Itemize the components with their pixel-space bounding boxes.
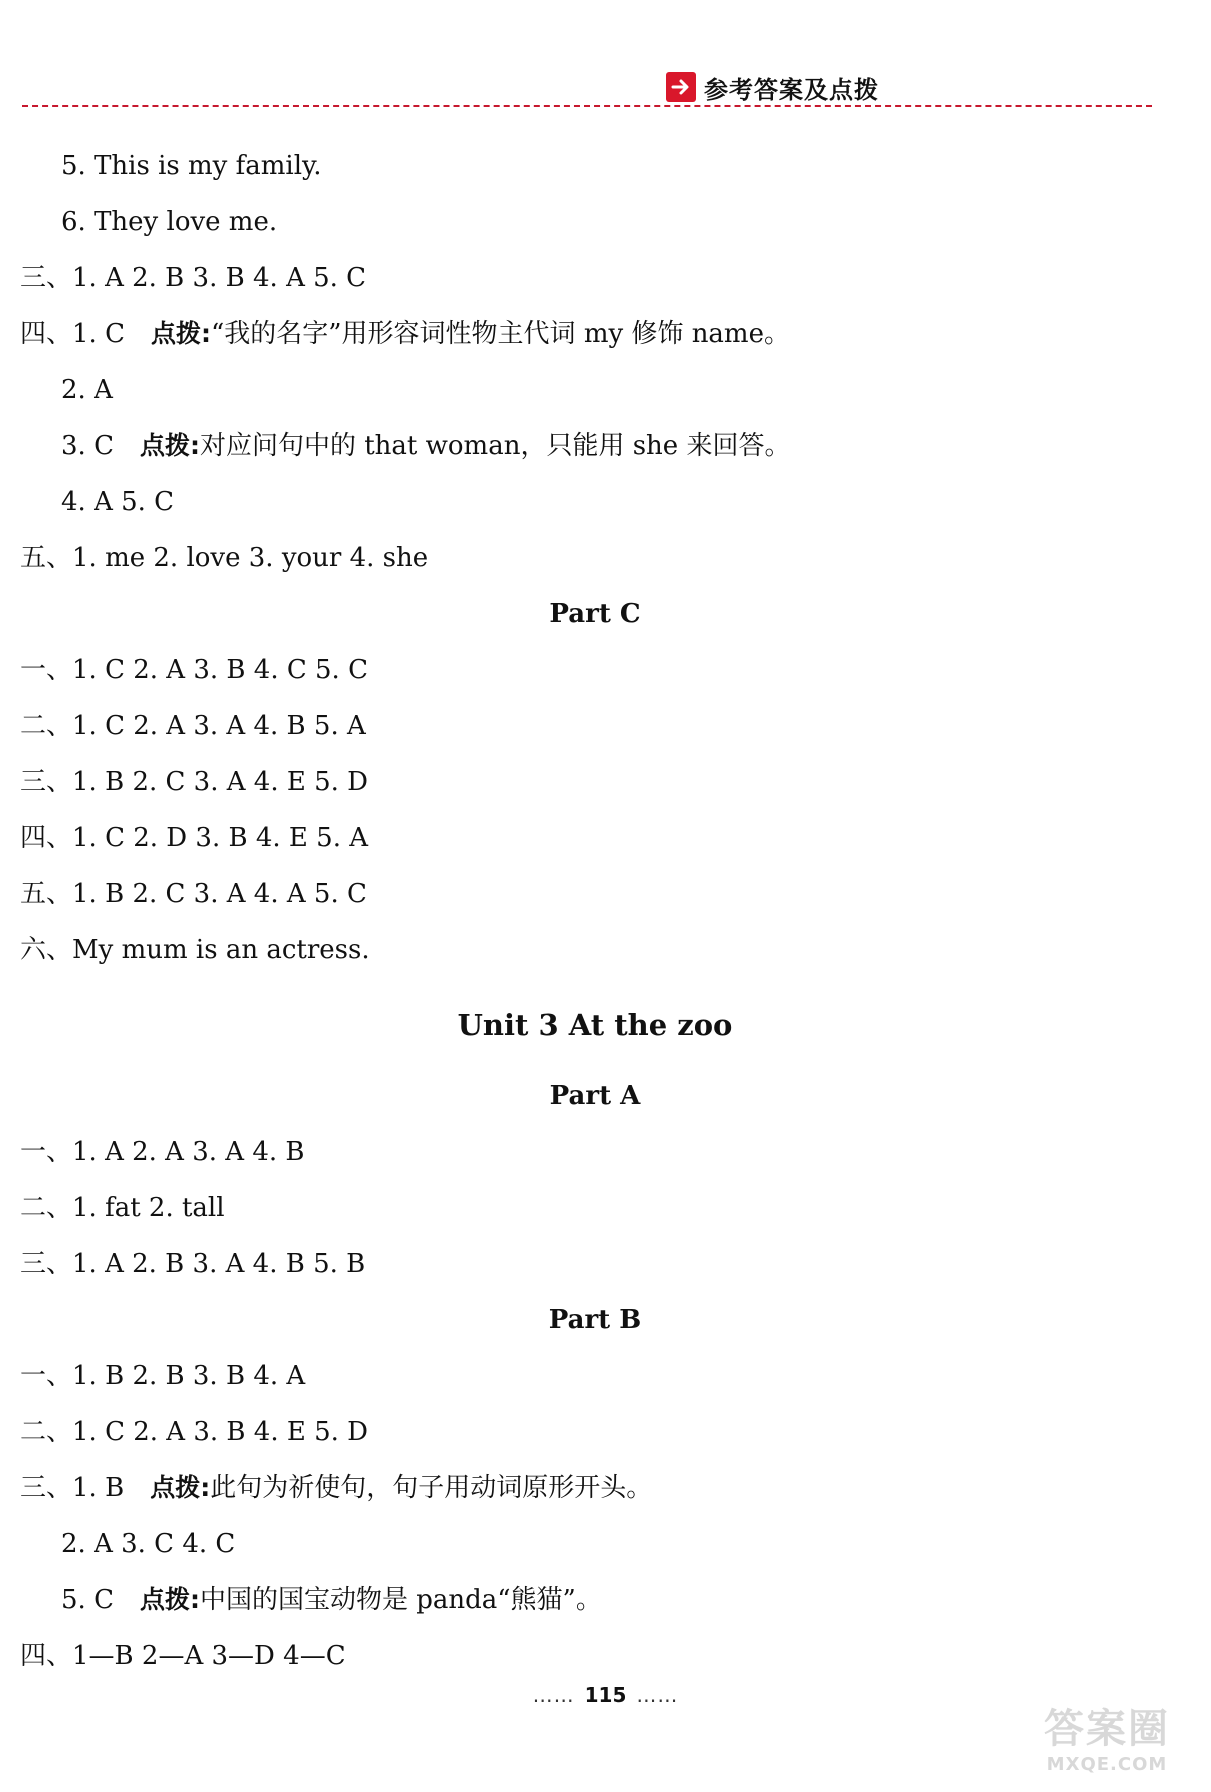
unit-heading: Unit 3 At the zoo: [457, 1008, 733, 1042]
tip-label: 点拨:: [150, 319, 211, 348]
tip-label: 点拨:: [139, 431, 200, 460]
answer-line: 三、1. B 2. C 3. A 4. E 5. D: [20, 767, 369, 797]
answer-line: 一、1. C 2. A 3. B 4. C 5. C: [20, 655, 368, 685]
answer-line: 六、My mum is an actress.: [20, 935, 370, 965]
answer-line: 4. A 5. C: [61, 487, 175, 517]
answer-line: 三、1. A 2. B 3. B 4. A 5. C: [20, 263, 367, 293]
footer-dots-left: ……: [532, 1683, 575, 1707]
tip-label: 点拨:: [139, 1585, 200, 1614]
answer-line: 五、1. me 2. love 3. your 4. she: [20, 543, 429, 573]
answer-line: 四、1—B 2—A 3—D 4—C: [20, 1641, 346, 1671]
answer-line: 二、1. C 2. A 3. B 4. E 5. D: [20, 1417, 369, 1447]
section-heading-part-c: Part C: [549, 599, 641, 629]
watermark-logo: [1012, 1705, 1202, 1787]
answer-text: 三、1. B: [20, 1473, 125, 1503]
answer-line: 5. This is my family.: [61, 151, 322, 181]
arrow-right-icon: [666, 72, 696, 102]
tip-text: 此句为祈使句，句子用动词原形开头。: [210, 1473, 653, 1503]
tip-text: “我的名字”用形容词性物主代词 my 修饰 name。: [210, 319, 790, 349]
answer-line: 一、1. A 2. A 3. A 4. B: [20, 1137, 305, 1167]
answer-line: 6. They love me.: [61, 207, 278, 237]
answer-line: 二、1. fat 2. tall: [20, 1193, 225, 1223]
tip-label: 点拨:: [150, 1473, 211, 1502]
answer-text: 四、1. C: [20, 319, 125, 349]
watermark-logo-text: 答案圈: [1044, 1706, 1170, 1752]
watermark-url: MXQE.COM: [1046, 1754, 1168, 1775]
answer-line-with-tip: [20, 306, 1170, 362]
page-header: [0, 0, 1211, 120]
answer-text: 5. C: [61, 1585, 114, 1615]
section-heading-part-a: Part A: [549, 1081, 641, 1111]
answer-line-with-tip: [20, 1572, 1170, 1628]
tip-text: 对应问句中的 that woman，只能用 she 来回答。: [199, 431, 791, 461]
answer-line: 二、1. C 2. A 3. A 4. B 5. A: [20, 711, 366, 741]
answer-line: 五、1. B 2. C 3. A 4. A 5. C: [20, 879, 367, 909]
answer-line: 四、1. C 2. D 3. B 4. E 5. A: [20, 823, 369, 853]
footer-dots-right: ……: [636, 1683, 679, 1707]
section-heading-part-b: Part B: [548, 1305, 642, 1335]
answer-content: [20, 138, 1170, 1684]
answer-line: 2. A 3. C 4. C: [61, 1529, 236, 1559]
page-number: 115: [584, 1683, 627, 1707]
answer-line: 一、1. B 2. B 3. B 4. A: [20, 1361, 306, 1391]
tip-text: 中国的国宝动物是 panda“熊猫”。: [199, 1585, 602, 1615]
header-divider: [22, 105, 1152, 107]
answer-line: 三、1. A 2. B 3. A 4. B 5. B: [20, 1249, 366, 1279]
header-badge: [666, 70, 879, 104]
header-title: 参考答案及点拨: [704, 75, 879, 104]
page-footer: [0, 1683, 1211, 1707]
answer-text: 3. C: [61, 431, 114, 461]
answer-line: 2. A: [61, 375, 113, 405]
answer-line-with-tip: [20, 1460, 1170, 1516]
answer-line-with-tip: [20, 418, 1170, 474]
